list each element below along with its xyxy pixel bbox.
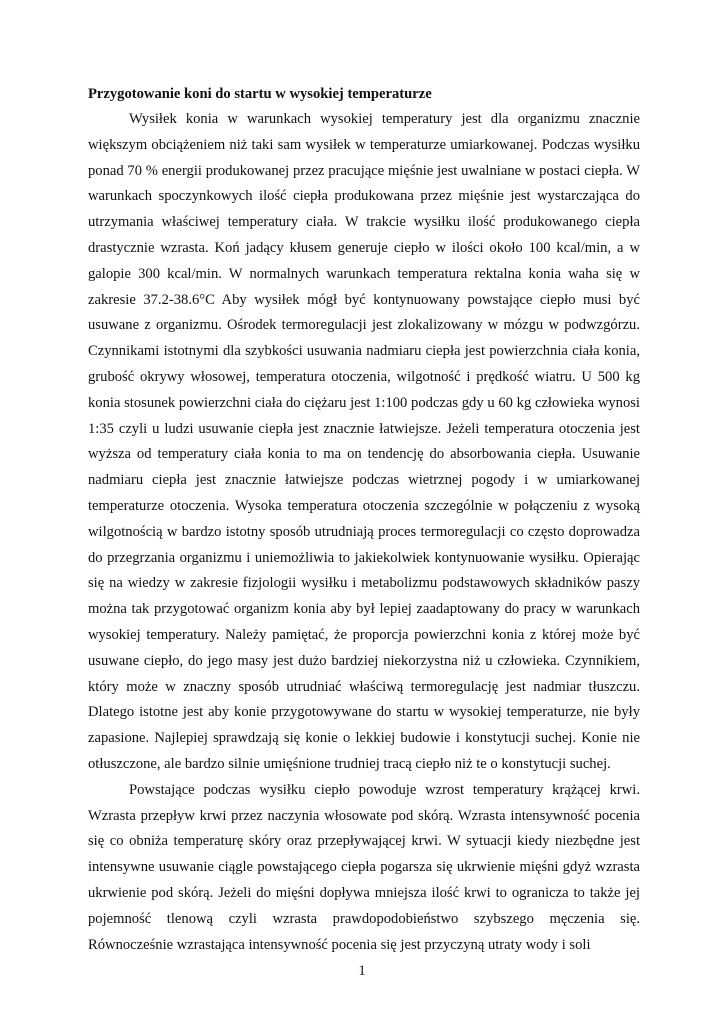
paragraph-1: Wysiłek konia w warunkach wysokiej temperatury jest dla organizmu znacznie większym obciążeniem niż taki sam wysiłek w temperaturze umiarkowanej. Podczas wysiłku ponad 70 % energii produkowanej przez pracujące mięśnie jest uwalniane w postaci ciepła. W warunkach spoczynkowych ilość ciepła produkowana przez mięśnie jest wystarczająca do utrzymania właściwej temperatury ciała. W trakcie wysiłku ilość produkowanego ciepła drastycznie wzrasta. Koń jadący kłusem generuje ciepło w ilości około 100 kcal/min, a w galopie 300 kcal/min. W normalnych warunkach temperatura rektalna konia waha się w zakresie 37.2-38.6°C Aby wysiłek mógł być kontynuowany powstające ciepło musi być usuwane z organizmu. Ośrodek termoregulacji jest zlokalizowany w mózgu w podwzgórzu. Czynnikami istotnymi dla szybkości usuwania nadmiaru ciepła jest powierzchnia ciała konia, grubość okrywy włosowej, temperatura otoczenia, wilgotność i prędkość wiatru. U 500 kg konia stosunek powierzchni ciała do ciężaru jest 1:100 podczas gdy u 60 kg człowieka wynosi 1:35 czyli u ludzi usuwanie ciepła jest znacznie łatwiejsze. Jeżeli temperatura otoczenia jest wyższa od temperatury ciała konia to ma on tendencję do absorbowania ciepła. Usuwanie nadmiaru ciepła jest znacznie łatwiejsze podczas wietrznej pogody i w umiarkowanej temperaturze otoczenia. Wysoka temperatura otoczenia szczególnie w połączeniu z wysoką wilgotnością w bardzo istotny sposób utrudniają proces termoregulacji co często doprowadza do przegrzania organizmu i uniemożliwia to jakiekolwiek kontynuowanie wysiłku. Opierając się na wiedzy w zakresie fizjologii wysiłku i metabolizmu podstawowych składników paszy można tak przygotować organizm konia aby był lepiej zaadaptowany do pracy w warunkach wysokiej temperatury. Należy pamiętać, że proporcja powierzchni konia z której może być usuwane ciepło, do jego masy jest dużo bardziej niekorzystna niż u człowieka. Czynnikiem, który może w znaczny sposób utrudniać właściwą termoregulację jest nadmiar tłuszczu. Dlatego istotne jest aby konie przygotowywane do startu w wysokiej temperaturze, nie były zapasione. Najlepiej sprawdzają się konie o lekkiej budowie i konstytucji suchej. Konie nie otłuszczone, ale bardzo silnie umięśnione trudniej tracą ciepło niż te o konstytucji suchej. [88,111,640,772]
paragraph-2: Powstające podczas wysiłku ciepło powoduje wzrost temperatury krążącej krwi. Wzrasta przepływ krwi przez naczynia włosowate pod skórą. Wzrasta intensywność pocenia się co obniża temperaturę skóry oraz przepływającej krwi. W sytuacji kiedy niezbędne jest intensywne usuwanie ciągle powstającego ciepła pogarsza się ukrwienie mięśni gdyż wzrasta ukrwienie pod skórą. Jeżeli do mięśni dopływa mniejsza ilość krwi to ogranicza to także jej pojemność tlenową czyli wzrasta prawdopodobieństwo szybszego męczenia się. Równocześnie wzrastająca intensywność pocenia się jest przyczyną utraty wody i soli [88,781,640,953]
document-page [88,82,640,958]
page-number: 1 [358,963,366,979]
document-title: Przygotowanie koni do startu w wysokiej temperaturze [88,86,432,102]
